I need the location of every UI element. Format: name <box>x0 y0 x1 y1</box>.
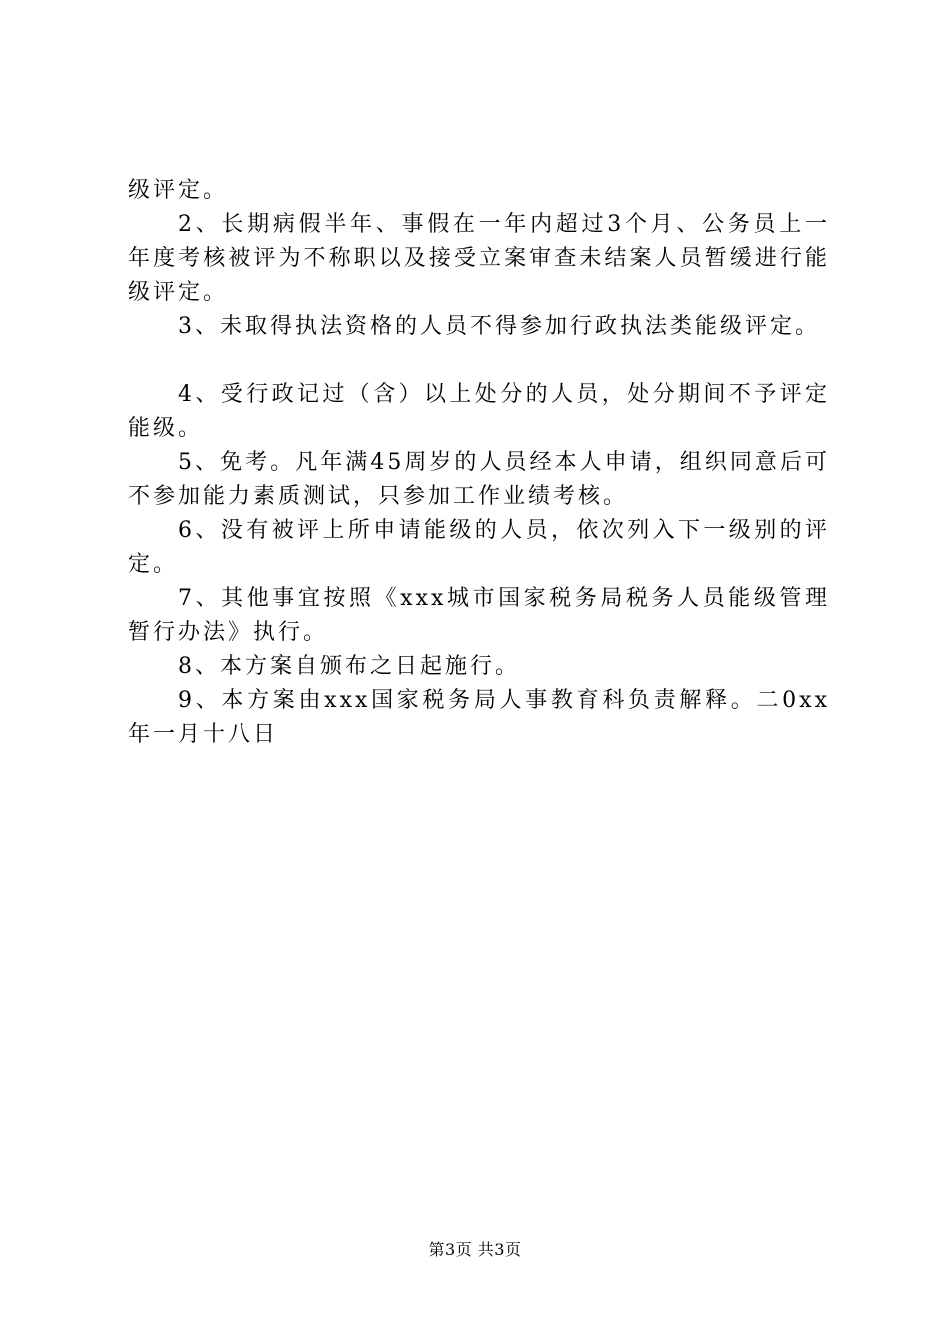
paragraph-item-5: 5、免考。凡年满45周岁的人员经本人申请，组织同意后可不参加能力素质测试，只参加工作业绩考核。 <box>128 450 830 509</box>
paragraph-item-2: 2、长期病假半年、事假在一年内超过3个月、公务员上一年度考核被评为不称职以及接受立案审查未结案人员暂缓进行能级评定。 <box>128 212 830 305</box>
paragraph-item-7: 7、其他事宜按照《xxx城市国家税务局税务人员能级管理暂行办法》执行。 <box>128 586 830 645</box>
paragraph-item-4: 4、受行政记过（含）以上处分的人员，处分期间不予评定能级。 <box>128 382 830 441</box>
paragraph-continuation: 级评定。 <box>128 178 229 203</box>
page-number-footer: 第3页 共3页 <box>428 1240 522 1259</box>
document-body <box>128 174 830 752</box>
paragraph-item-9: 9、本方案由xxx国家税务局人事教育科负责解释。二0xx年一月十八日 <box>128 688 830 747</box>
paragraph-item-3: 3、未取得执法资格的人员不得参加行政执法类能级评定。 <box>178 314 820 339</box>
paragraph-item-8: 8、本方案自颁布之日起施行。 <box>178 654 520 679</box>
paragraph-item-6: 6、没有被评上所申请能级的人员，依次列入下一级别的评定。 <box>128 518 830 577</box>
